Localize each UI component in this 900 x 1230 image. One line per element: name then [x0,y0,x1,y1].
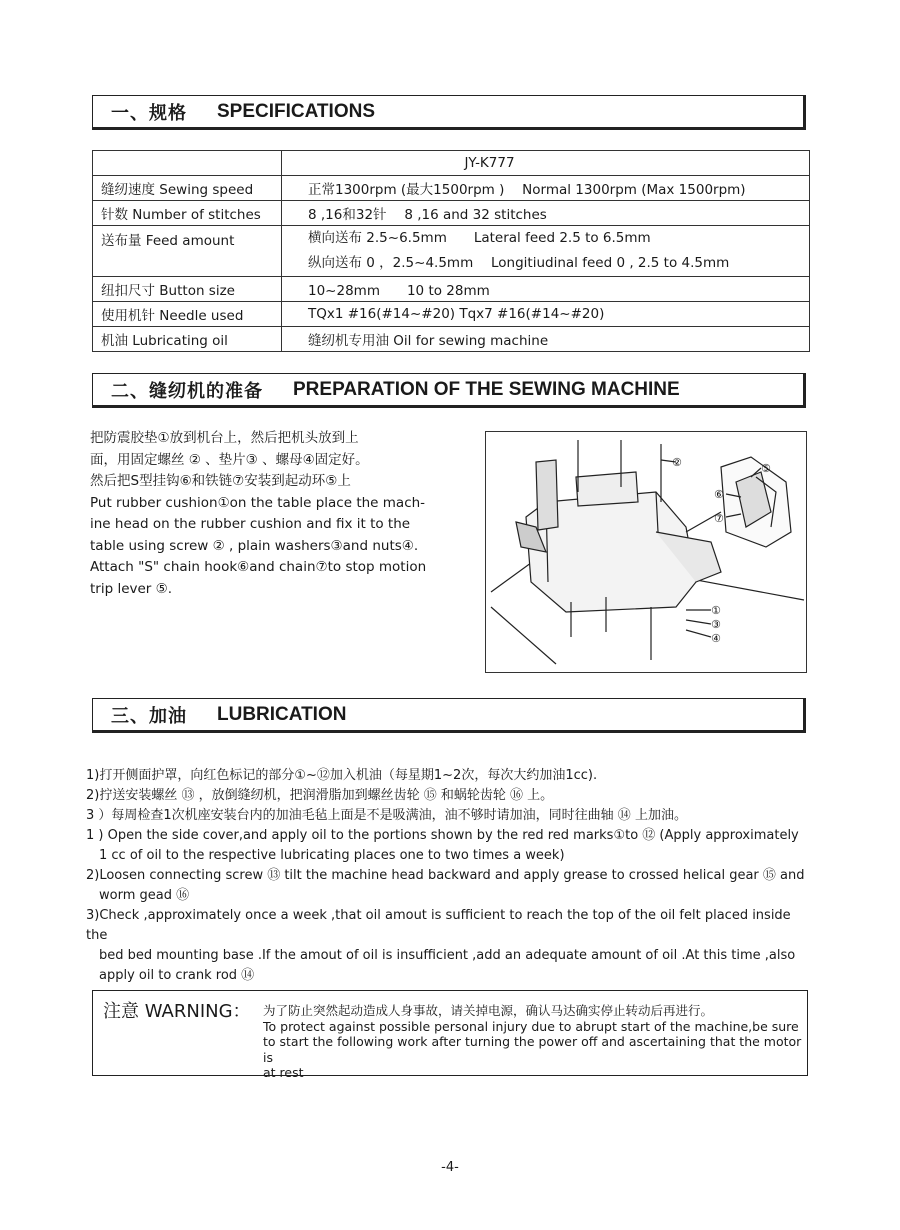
prep-line: trip lever ⑤. [90,580,173,597]
row-value: 正常1300rpm (最大1500rpm ) Normal 1300rpm (Max 1500rpm) [282,176,810,201]
lub-line: worm gead ⑯ [99,888,190,903]
row-label: 针数 Number of stitches [93,201,282,226]
row-value-line: 横向送布 2.5~6.5mm Lateral feed 2.5 to 6.5mm [308,230,651,246]
row-value: 10~28mm 10 to 28mm [282,277,810,302]
figure-label: ⑤ [761,462,771,475]
sewing-machine-illustration [486,432,805,671]
prep-section-header [92,373,806,408]
lub-line: 1 cc of oil to the respective lubricating places one to two times a week) [99,848,565,863]
prep-line: 面，用固定螺丝 ② 、垫片③ 、螺母④固定好。 [90,451,369,468]
spec-table [92,150,810,352]
table-row [93,302,810,327]
lub-line: 1)打开侧面护罩，向红色标记的部分①~⑫加入机油（每星期1~2次，每次大约加油1cc). [86,768,598,783]
table-row [93,277,810,302]
row-value [282,226,810,277]
prep-line: 然后把S型挂钩⑥和铁链⑦安装到起动环⑤上 [90,473,351,489]
row-label: 缝纫速度 Sewing speed [93,176,282,201]
figure-label: ④ [711,632,721,645]
row-label: 纽扣尺寸 Button size [93,277,282,302]
warning-en-line: at rest [263,1065,304,1080]
lub-section-header [92,698,806,733]
lub-header-en: LUBRICATION [217,703,347,725]
warning-en-line: To protect against possible personal injury due to abrupt start of the machine,be sure [263,1018,799,1034]
lub-line: 3)Check ,approximately once a week ,that oil amout is sufficient to reach the top of the oil felt placed inside the [86,908,791,943]
model-cell: JY-K777 [282,151,810,176]
figure-label: ⑦ [714,512,724,525]
row-label: 机油 Lubricating oil [93,327,282,352]
warning-en-line: to start the following work after turning the power off and ascertaining that the motor is [263,1034,802,1065]
prep-header-en: PREPARATION OF THE SEWING MACHINE [293,378,680,400]
row-value: 8 ,16和32针 8 ,16 and 32 stitches [282,201,810,226]
lub-line: apply oil to crank rod ⑭ [99,968,255,983]
spec-header-en: SPECIFICATIONS [217,100,375,122]
prep-line: Put rubber cushion①on the table place the mach- [90,494,426,511]
lub-line: 2)Loosen connecting screw ⑬ tilt the machine head backward and apply grease to crossed helical gear ⑮ and [86,868,805,883]
machine-installation-figure [485,431,807,673]
lub-line: 3 ）每周检查1次机座安装台内的加油毛毡上面是不是吸满油，油不够时请加油，同时往曲轴 ⑭ 上加油。 [86,808,687,823]
spec-header-cn: 一、规格 [111,102,187,124]
table-cell [93,151,282,176]
page-number: -4- [441,1160,459,1175]
lub-line: 2)拧送安装螺丝 ⑬ ，放倒缝纫机，把润滑脂加到螺丝齿轮 ⑮ 和蜗轮齿轮 ⑯ 上。 [86,788,554,803]
lub-header-cn: 三、加油 [111,705,187,727]
spec-section-header [92,95,806,130]
figure-label: ② [672,456,682,469]
row-label: 使用机针 Needle used [93,302,282,327]
prep-instructions [90,428,430,600]
figure-label: ① [711,604,721,617]
prep-header-cn: 二、缝纫机的准备 [111,380,263,402]
table-row [93,176,810,201]
row-label: 送布量 Feed amount [93,226,282,277]
figure-label: ⑥ [714,488,724,501]
lubrication-instructions [86,766,816,986]
warning-box [92,990,808,1080]
table-row [93,201,810,226]
row-value-line: 纵向送布 0 ，2.5~4.5mm Longitiudinal feed 0 , 2.5 to 4.5mm [308,255,730,271]
row-value: 缝纫机专用油 Oil for sewing machine [282,327,810,352]
table-row [93,226,810,277]
lub-line: bed bed mounting base .If the amout of oil is insufficient ,add an adequate amount of oil .At this time ,also [99,948,796,963]
row-value: TQx1 #16(#14~#20) Tqx7 #16(#14~#20) [282,302,810,327]
figure-label: ③ [711,618,721,631]
prep-line: table using screw ② , plain washers③and nuts④. [90,537,419,554]
prep-line: ine head on the rubber cushion and fix it to the [90,516,411,532]
warning-body [263,1003,803,1081]
table-row [93,327,810,352]
prep-line: 把防震胶垫①放到机台上，然后把机头放到上 [90,430,359,446]
warning-cn: 为了防止突然起动造成人身事故，请关掉电源，确认马达确实停止转动后再进行。 [263,1003,714,1018]
warning-title: 注意 WARNING： [103,1001,251,1022]
lub-line: 1 ) Open the side cover,and apply oil to the portions shown by the red red marks①to ⑫ (Apply approximately [86,828,799,843]
prep-line: Attach "S" chain hook⑥and chain⑦to stop motion [90,559,427,575]
table-row [93,151,810,176]
